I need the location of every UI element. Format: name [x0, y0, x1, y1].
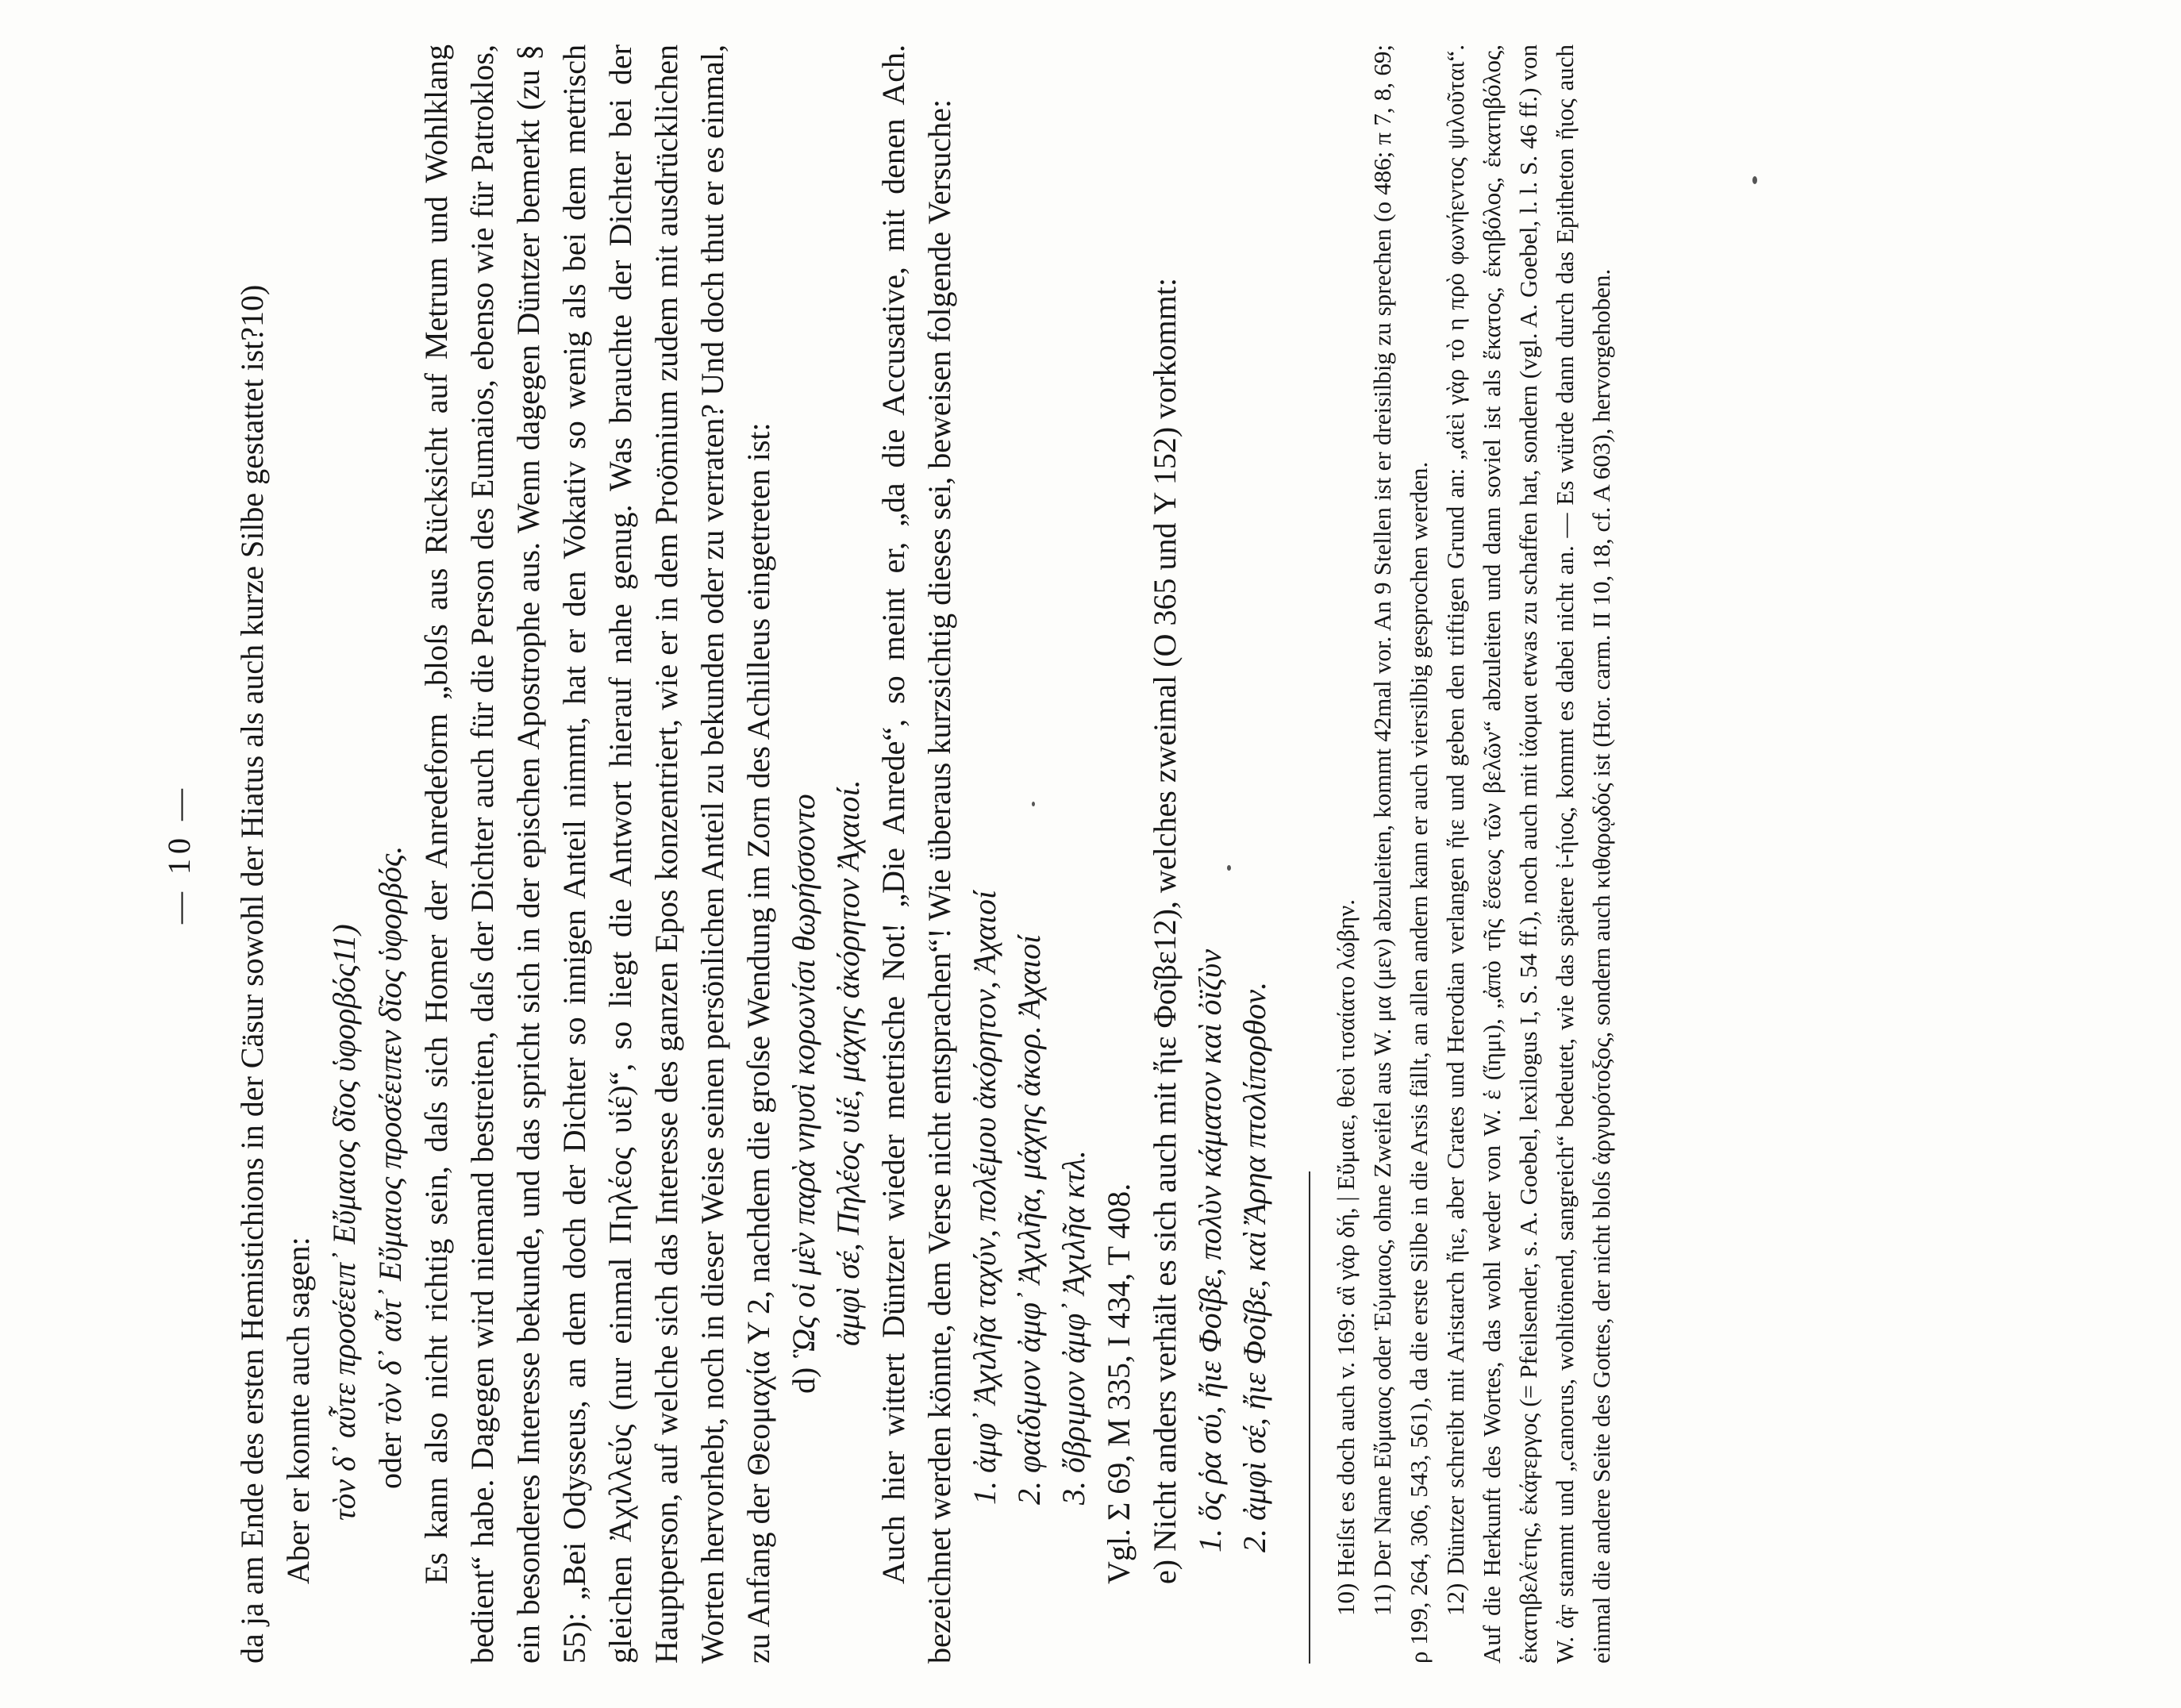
- scan-speck: [1227, 865, 1231, 871]
- scan-speck: [1752, 176, 1757, 184]
- paragraph-4: Auch hier wittert Düntzer wieder metrische Not! „Die Anrede“, so meint er, „da die Accusative, mit denen Ach. bezeichnet werden könnte, dem Verse nicht entsprachen“! Wie überaus kurzsichtig dieses sei, beweisen folgende Versuche:: [875, 44, 957, 1664]
- quote-line-1: [321, 44, 367, 1664]
- list-item: 1. ὅς ῥα σύ, ἤιε Φοῖβε, πολὺν κάματον καὶ ὀϊζὺν: [1192, 948, 1228, 1552]
- footnote-11: 11) Der Name Εὔμαιος oder Ἑύμαιος, ohne Zweifel aus W. μα (μεν) abzuleiten, kommt 42mal vor. An 9 Stellen ist er dreisilbig zu sprechen (ο 486; π 7, 8, 69; ρ 199, 264, 306, 543, 561), da die erste Silbe in die Arsis fällt, an allen andern kann er auch viersilbig gesprochen werden.: [1368, 44, 1433, 1664]
- quote-prefix: oder: [372, 1432, 408, 1489]
- paragraph-1: da ja am Ende des ersten Hemistichions in der Cäsur sowohl der Hiatus als auch kurze Silbe gestattet ist?10): [234, 284, 270, 1664]
- footnote-10: 10) Heiſst es doch auch v. 169: αἳ γὰρ δή, | Εὔμαιε, θεοὶ τισαίατο λώβην.: [1332, 898, 1360, 1616]
- paragraph-2: Aber er konnte auch sagen:: [280, 1237, 316, 1584]
- greek-quote-1: τὸν δ᾽ αὖτε προσέειπ᾽ Εὔμαιος δῖος ὑφορβός11): [326, 924, 362, 1521]
- list-item: 2. ἀμφὶ σέ, ἤιε Φοῖβε, καὶ Ἄρηα πτολίπορθον.: [1237, 982, 1272, 1552]
- list-item: 1. ἀμφ᾽ Ἀχιλῆα ταχύν, πολέμου ἀκόρητον, Ἀχαιοί: [967, 890, 1002, 1505]
- phoebus-list: [1188, 44, 1277, 1664]
- quote-line-2: [367, 44, 414, 1664]
- paragraph-5: Vgl. Σ 69, Μ 335, Ι 434, Τ 408.: [1101, 1183, 1137, 1584]
- footnote-12: 12) Düntzer schreibt mit Aristarch ἤιε, aber Crates und Herodian verlangen ἥιε und geben den triftigen Grund an: „αἰεὶ γὰρ τὸ η πρὸ φωνήεντος ψιλοῦται“. Auf die Herkunft des Wortes, das wohl weder von W. ἑ (ἵημι), „ἀπὸ τῆς ἕσεως τῶν βελῶν“ abzuleiten und dann soviel ist als ἕκατος, ἑκηβόλος, ἑκατηβόλος, ἑκατηβελέτης, ἑκάϝεργος (= Pfeilsender, s. A. Goebel, lexilogus I, S. 54 ff.), noch auch mit ἰάομαι etwas zu schaffen hat, sondern (vgl. A. Goebel, l. l. S. 46 ff.) von W. ἀϝ stammt und „canorus, wohltönend, sangreich“ bedeutet, wie das spätere ἰ-ήιος, kommt es dabei nicht an. — Es würde dann durch das Epitheton ἤιος auch einmal die andere Seite des Gottes, der nicht bloſs ἀργυρότοξος, sondern auch κιθαρῳδός ist (Hor. carm. II 10, 18, cf. A 603), hervorgehoben.: [1441, 44, 1615, 1664]
- scan-speck: [1032, 802, 1035, 806]
- footnotes: [1328, 44, 1620, 1664]
- greek-quote-2: τὸν δ᾽ αὖτ᾽ Εὔμαιος προσέειπεν δῖος ὑφορβός.: [372, 845, 408, 1425]
- list-item: 2. φαίδιμον ἀμφ᾽ Ἀχιλῆα, μάχης ἀκορ. Ἀχαιοί: [1011, 934, 1047, 1505]
- paragraph-6: e) Nicht anders verhält es sich auch mit ἤιε Φοῖβε12), welches zweimal (Ο 365 und Υ 152) vorkommt:: [1147, 278, 1183, 1584]
- verse-label: d): [786, 1367, 821, 1394]
- page-number: — 10 —: [161, 784, 197, 924]
- list-item: 3. ὄβριμον ἀμφ᾽ Ἀχιλῆα κτλ.: [1056, 1150, 1091, 1505]
- paragraph-3: Es kann also nicht richtig sein, daſs sich Homer der Anredeform „bloſs aus Rücksicht auf Metrum und Wohlklang bedient“ habe. Dagegen wird niemand bestreiten, daſs der Dichter auch für die Person des Eumaios, ebenso wie für Patroklos, ein besonderes Interesse bekunde, und das spricht sich in der epischen Apostrophe aus. Wenn dagegen Düntzer bemerkt (zu § 55): „Bei Odysseus, an dem doch der Dichter so innigen Anteil nimmt, hat er den Vokativ so wenig als bei dem metrisch gleichen Ἀχιλλεύς (nur einmal Πηλέος υἱέ)“, so liegt die Antwort hierauf nahe genug. Was brauchte der Dichter bei der Hauptperson, auf welche sich das Interesse des ganzen Epos konzentriert, wie er in dem Proömium zudem mit ausdrücklichen Worten hervorhebt, noch in dieser Weise seinen persönlichen Anteil zu bekunden oder zu verraten? Und doch thut er es einmal, zu Anfang der Θεομαχία Υ 2, nachdem die groſse Wendung im Zorn des Achilleus eingetreten ist:: [418, 44, 776, 1664]
- verse-line-2: ἀμφὶ σέ, Πηλέος υἱέ, μάχης ἀκόρητον Ἀχαιοί.: [830, 779, 866, 1346]
- footnote-rule: [1309, 1171, 1310, 1664]
- verse-line-1: [782, 44, 826, 1394]
- main-text: [229, 44, 1277, 1664]
- attempts-list: [963, 44, 1096, 1664]
- verse-text-1: Ὣς οἱ μὲν παρὰ νηυσὶ κορωνίσι θωρήσσοντο: [786, 794, 821, 1360]
- rotated-text-frame: [160, 44, 2033, 1664]
- verse-block-d: [782, 44, 871, 1664]
